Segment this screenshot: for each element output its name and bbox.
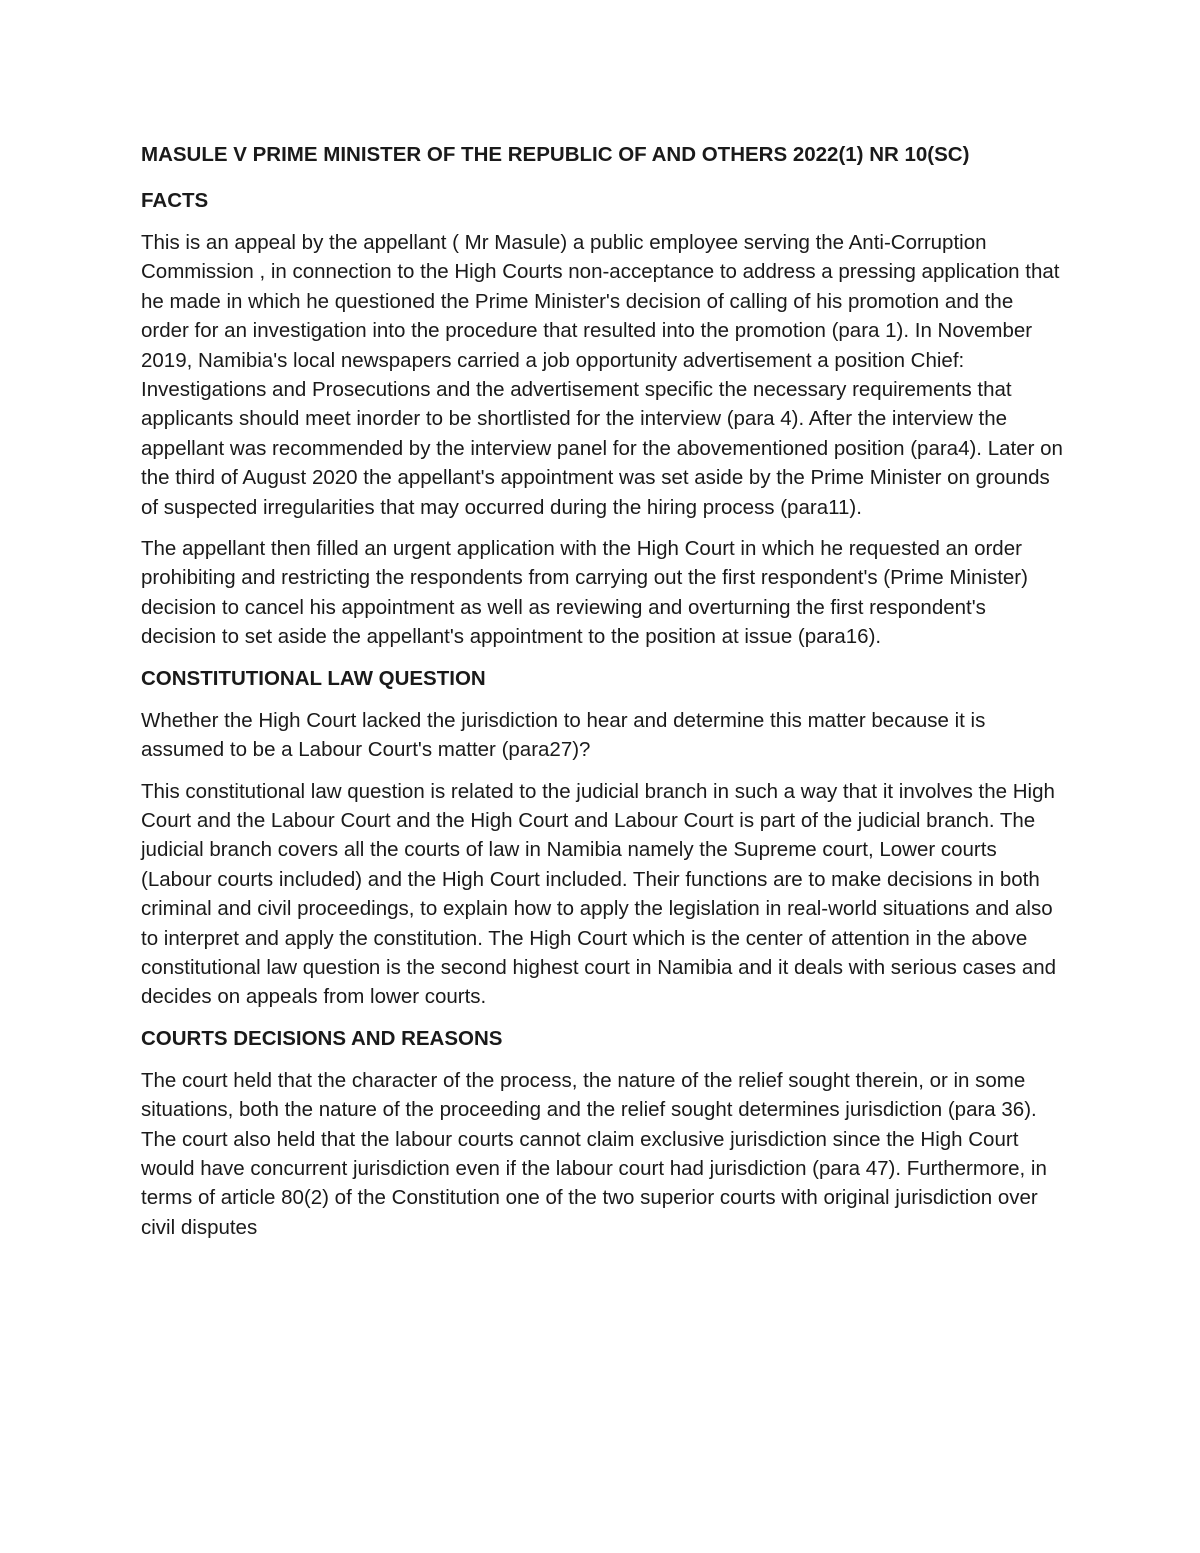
facts-paragraph-2: The appellant then filled an urgent application with the High Court in which he requested an order prohibiting and restricting the respondents from carrying out the first respondent's (Prime Minister) decision to cancel his appointment as well as reviewing and overturning the first respondent's decision to set aside the appellant's appointment to the position at issue (para16). [141,537,1028,649]
question-paragraph-1: Whether the High Court lacked the jurisdiction to hear and determine this matter because it is assumed to be a Labour Court's matter (para27)? [141,708,986,762]
document-page [141,140,1066,1254]
facts-paragraph-1: This is an appeal by the appellant ( Mr Masule) a public employee serving the Anti-Corruption Commission , in connection to the High Courts non-acceptance to address a pressing application that he made in which he questioned the Prime Minister's decision of calling of his promotion and the order for an investigation into the procedure that resulted into the promotion (para 1). In November 2019, Namibia's local newspapers carried a job opportunity advertisement a position Chief: Investigations and Prosecutions and the advertisement specific the necessary requirements that applicants should meet inorder to be shortlisted for the interview (para 4). After the interview the appellant was recommended by the interview panel for the abovementioned position (para4). Later on the third of August 2020 the appellant's appointment was set aside by the Prime Minister on grounds of suspected irregularities that may occurred during the hiring process (para11). [141,231,1063,519]
constitutional-question-heading: CONSTITUTIONAL LAW QUESTION [141,666,486,690]
facts-heading: FACTS [141,189,209,212]
question-paragraph-2: This constitutional law question is related to the judicial branch in such a way that it involves the High Court and the Labour Court and the High Court and Labour Court is part of the judicial branch. The judicial branch covers all the courts of law in Namibia namely the Supreme court, Lower courts (Labour courts included) and the High Court included. Their functions are to make decisions in both criminal and civil proceedings, to explain how to apply the legislation in real-world situations and also to interpret and apply the constitution. The High Court which is the center of attention in the above constitutional law question is the second highest court in Namibia and it deals with serious cases and decides on appeals from lower courts. [141,779,1057,1009]
case-title: MASULE V PRIME MINISTER OF THE REPUBLIC OF AND OTHERS 2022(1) NR 10(SC) [141,143,970,166]
decision-paragraph-1: The court held that the character of the process, the nature of the relief sought therein, or in some situations, both the nature of the proceeding and the relief sought determines jurisdiction (para 36). The court also held that the labour courts cannot claim exclusive jurisdiction since the High Court would have concurrent jurisdiction even if the labour court had jurisdiction (para 47). Furthermore, in terms of article 80(2) of the Constitution one of the two superior courts with original jurisdiction over civil disputes [141,1068,1047,1239]
courts-decisions-heading: COURTS DECISIONS AND REASONS [141,1026,503,1050]
